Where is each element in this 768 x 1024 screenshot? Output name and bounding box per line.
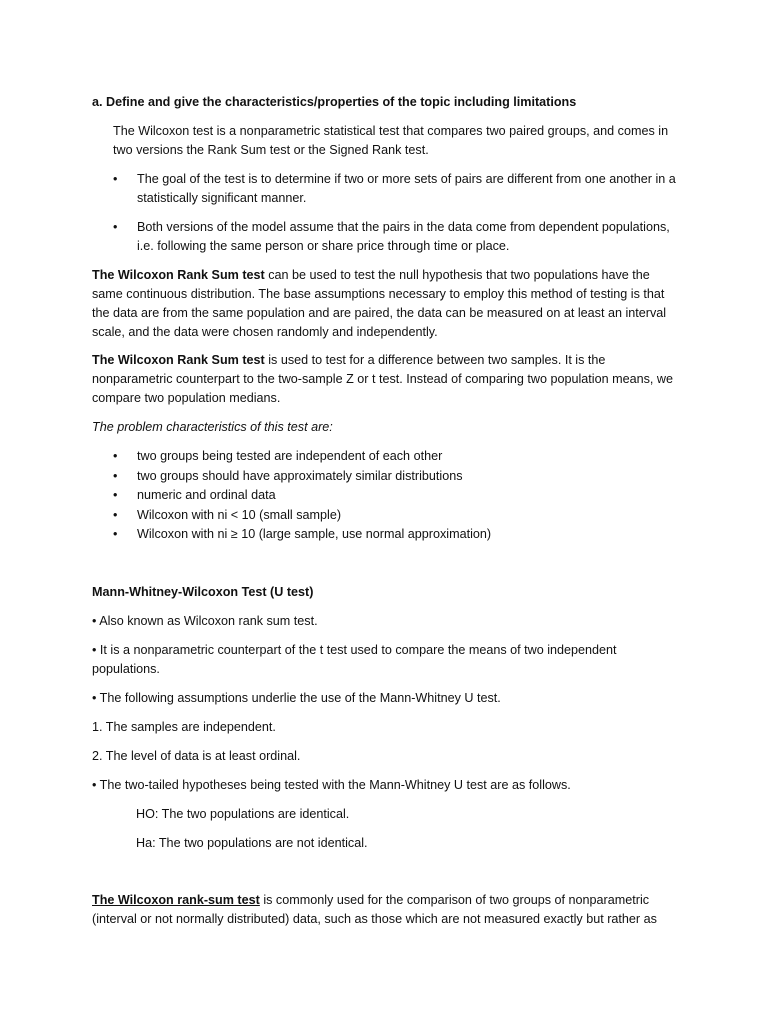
- bullet-icon: •: [113, 220, 118, 234]
- characteristics-list: [113, 447, 673, 545]
- mw-line: 1. The samples are independent.: [92, 720, 276, 734]
- bullet-icon: •: [113, 468, 118, 483]
- list-item: • two groups being tested are independent of each other: [113, 447, 673, 467]
- mw-line: • Also known as Wilcoxon rank sum test.: [92, 614, 318, 628]
- bullet-icon: •: [113, 488, 118, 502]
- intro-paragraph: The Wilcoxon test is a nonparametric statistical test that compares two paired groups, and comes in two versions the Rank Sum test or the Signed Rank test.: [113, 124, 669, 157]
- mw-line: 2. The level of data is at least ordinal.: [92, 749, 301, 763]
- hypothesis-null: HO: The two populations are identical.: [136, 807, 350, 821]
- section-heading: a. Define and give the characteristics/properties of the topic including limitations: [92, 95, 577, 109]
- wilcoxon-link[interactable]: The Wilcoxon rank-sum test: [92, 893, 260, 907]
- bullet-item: [113, 218, 685, 256]
- paragraph-text: is used to test for a difference between two samples. It is the nonparametric counterpart to the two-sample Z or t test. Instead of comparing two population means, we compare two population medians.: [92, 353, 674, 405]
- list-item: • Wilcoxon with ni < 10 (small sample): [113, 506, 673, 526]
- characteristics-title: The problem characteristics of this test are:: [92, 420, 333, 434]
- bold-term: The Wilcoxon Rank Sum test: [92, 268, 265, 282]
- list-item: • Wilcoxon with ni ≥ 10 (large sample, use normal approximation): [113, 525, 673, 545]
- bullet-icon: •: [113, 527, 118, 541]
- mw-line: • It is a nonparametric counterpart of the t test used to compare the means of two independent populations.: [92, 643, 617, 676]
- bullet-item: [113, 170, 685, 208]
- paragraph-rank-sum-difference: [92, 351, 682, 408]
- bold-term: The Wilcoxon Rank Sum test: [92, 353, 265, 367]
- bullet-text: The goal of the test is to determine if two or more sets of pairs are different from one another in a statistically significant manner.: [137, 172, 676, 205]
- hypothesis-alt: Ha: The two populations are not identical.: [136, 836, 368, 850]
- bullet-text: Both versions of the model assume that the pairs in the data come from dependent populations, i.e. following the same person or share price through time or place.: [137, 220, 670, 253]
- bullet-icon: •: [113, 507, 118, 522]
- final-paragraph: [92, 891, 682, 929]
- paragraph-text: can be used to test the null hypothesis that two populations have the same continuous distribution. The base assumptions necessary to employ this method of testing is that the data are from the same population and are paired, the data can be measured on at least an interval scale, and the data were chosen randomly and independently.: [92, 268, 667, 339]
- mw-line: • The two-tailed hypotheses being tested with the Mann-Whitney U test are as follows.: [92, 778, 571, 792]
- list-item: • two groups should have approximately similar distributions: [113, 467, 673, 487]
- paragraph-rank-sum-null: [92, 266, 682, 342]
- list-item: • numeric and ordinal data: [113, 486, 673, 506]
- bullet-icon: •: [113, 449, 118, 463]
- bullet-icon: •: [113, 172, 118, 186]
- paragraph-text: is commonly used for the comparison of two groups of nonparametric (interval or not normally distributed) data, such as those which are not measured exactly but rather as: [92, 893, 657, 926]
- mann-whitney-title: Mann-Whitney-Wilcoxon Test (U test): [92, 585, 314, 599]
- mw-line: • The following assumptions underlie the use of the Mann-Whitney U test.: [92, 691, 501, 705]
